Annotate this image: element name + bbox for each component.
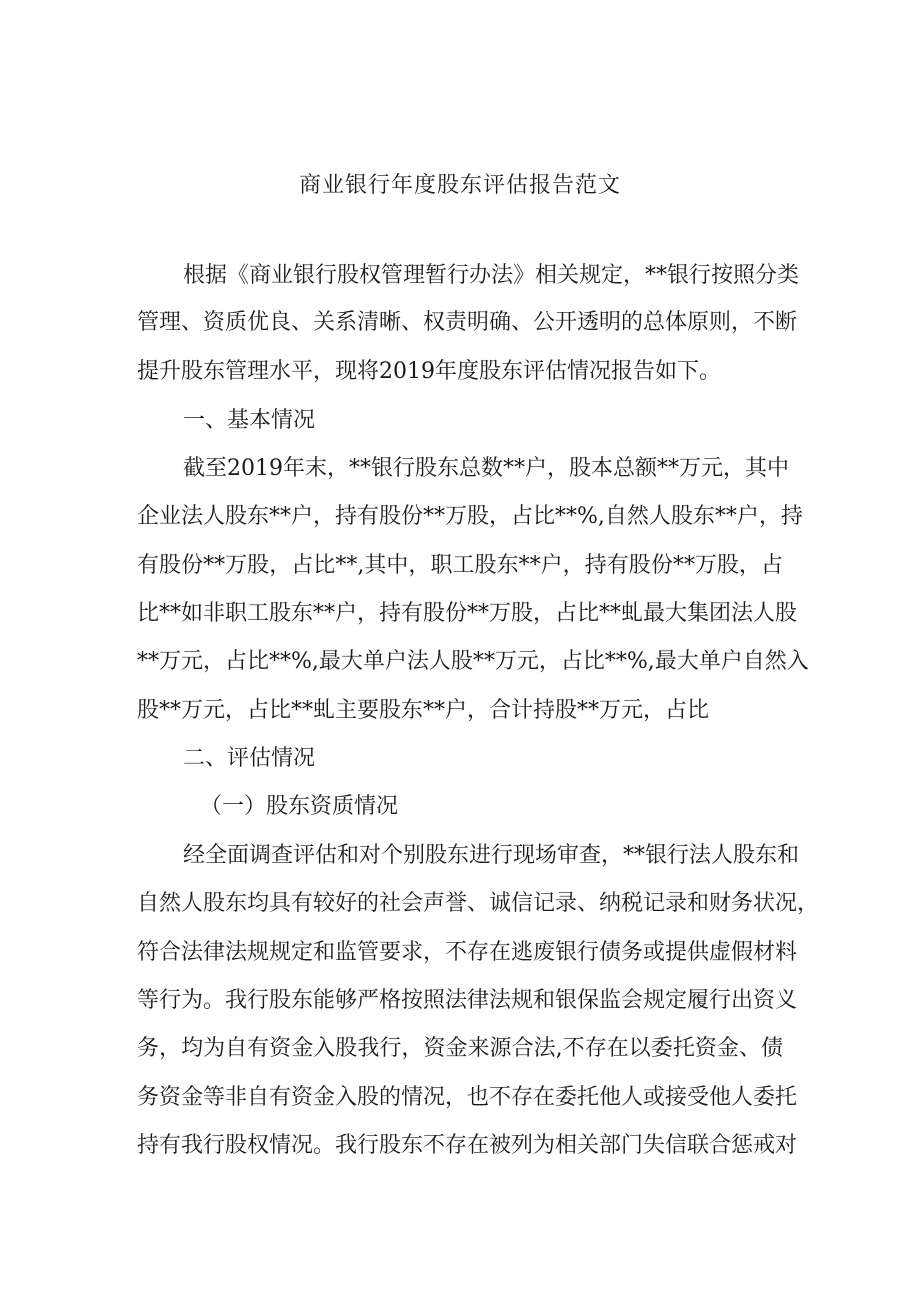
subsection-heading-qualification: （一）股东资质情况 — [200, 794, 399, 819]
paragraph-line: 有股份**万股，占比**,其中，职工股东**户，持有股份**万股，占 — [137, 553, 783, 578]
paragraph-line: 务，均为自有资金入股我行，资金来源合法,不存在以委托资金、债 — [137, 1036, 783, 1061]
paragraph-line: 管理、资质优良、关系清晰、权责明确、公开透明的总体原则，不断 — [137, 310, 798, 335]
section-heading-evaluation: 二、评估情况 — [183, 746, 316, 771]
paragraph-line: 股**万元，占比**虬主要股东**户，合计持股**万元，占比 — [137, 698, 710, 723]
paragraph-line: 等行为。我行股东能够严格按照法律法规和银保监会规定履行出资义 — [137, 988, 798, 1013]
paragraph-line: 自然人股东均具有较好的社会声誉、诚信记录、纳税记录和财务状况， — [137, 891, 820, 916]
paragraph-line: 提升股东管理水平，现将2019年度股东评估情况报告如下。 — [137, 359, 721, 384]
section-heading-basic: 一、基本情况 — [183, 408, 316, 433]
paragraph-line: 务资金等非自有资金入股的情况，也不存在委托他人或接受他人委托 — [137, 1085, 798, 1110]
paragraph-line: 经全面调查评估和对个别股东进行现场审查，**银行法人股东和 — [183, 843, 800, 868]
paragraph-line: 符合法律法规规定和监管要求，不存在逃废银行债务或提供虚假材料 — [137, 940, 798, 965]
document-title: 商业银行年度股东评估报告范文 — [298, 173, 621, 198]
paragraph-line: 比**如非职工股东**户，持有股份**万股，占比**虬最大集团法人股 — [137, 601, 798, 626]
paragraph-line: **万元，占比**%,最大单户法人股**万元，占比**%,最大单户自然入 — [137, 649, 809, 674]
paragraph-line: 截至2019年末，**银行股东总数**户，股本总额**万元，其中 — [183, 456, 789, 481]
paragraph-line: 持有我行股权情况。我行股东不存在被列为相关部门失信联合惩戒对 — [137, 1133, 798, 1158]
paragraph-line: 企业法人股东**户，持有股份**万股，占比**%,自然人股东**户，持 — [137, 504, 803, 529]
paragraph-line: 根据《商业银行股权管理暂行办法》相关规定，**银行按照分类 — [183, 263, 800, 288]
